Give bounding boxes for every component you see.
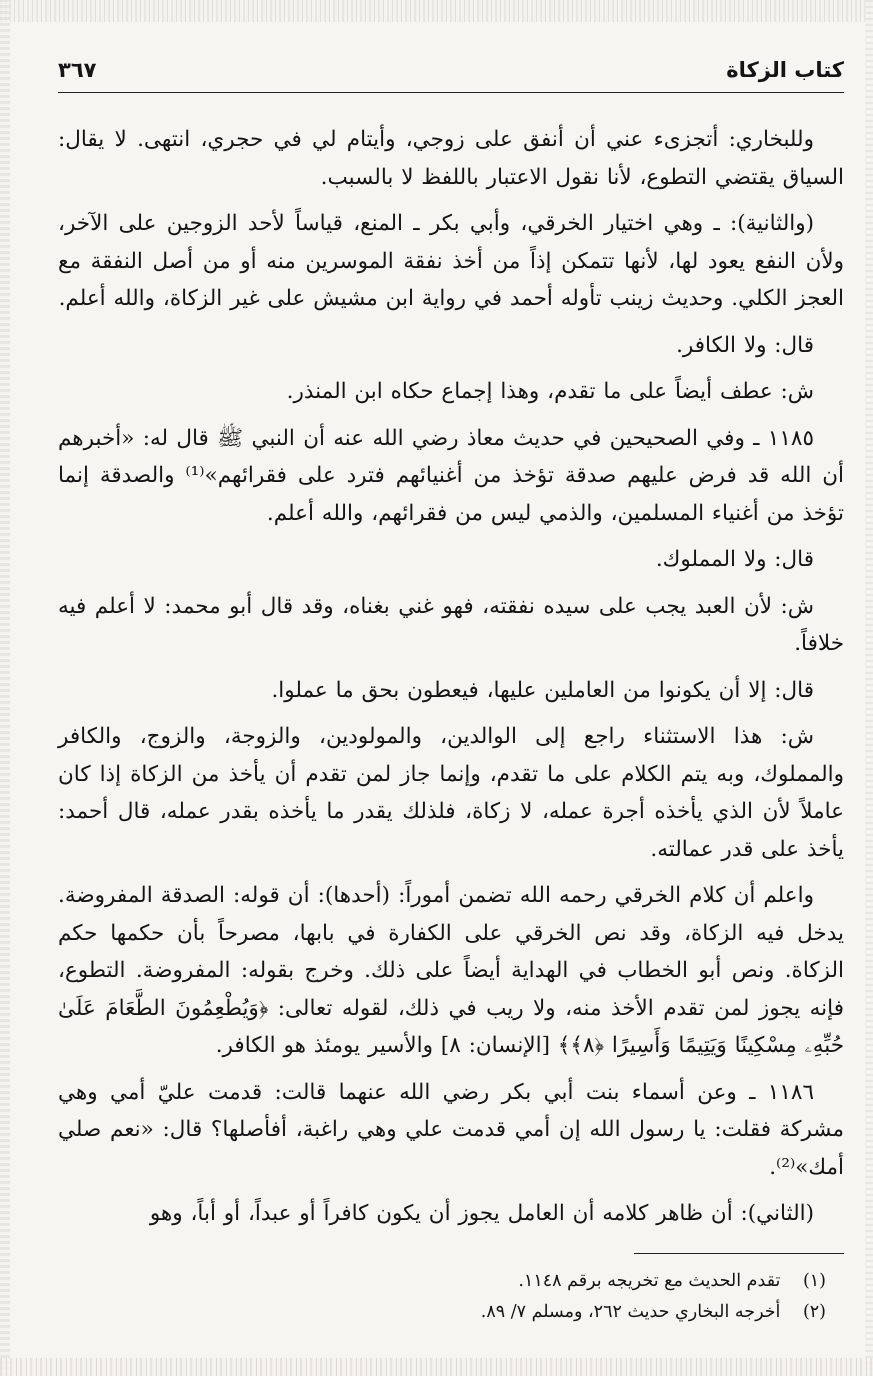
book-page: [58, 52, 844, 1352]
paragraph: قال: إلا أن يكونوا من العاملين عليها، فيعطون بحق ما عملوا.: [271, 677, 814, 703]
paragraph: (الثاني): أن ظاهر كلامه أن العامل يجوز أن يكون كافراً أو عبداً، أو أباً، وهو: [149, 1201, 814, 1226]
paragraph: وللبخاري: أتجزىء عني أن أنفق على زوجي، وأيتام لي في حجري، انتهى. لا يقال: السياق يقتضي التطوع، لأنا نقول الاعتبار باللفظ لا بالسبب.: [58, 127, 844, 190]
paragraph: ش: عطف أيضاً على ما تقدم، وهذا إجماع حكاه ابن المنذر.: [286, 379, 814, 404]
footnote-mark: (١): [802, 1271, 826, 1291]
body-text: [58, 121, 844, 1233]
scan-edge-top: [0, 0, 873, 22]
running-head: [58, 52, 844, 93]
scan-edge-bottom: [0, 1358, 873, 1376]
paragraph: ش: لأن العبد يجب على سيده نفقته، فهو غني بغناه، وقد قال أبو محمد: لا أعلم فيه خلافاً.: [58, 593, 844, 656]
paragraph: قال: ولا الكافر.: [676, 332, 814, 358]
paragraph: قال: ولا المملوك.: [655, 547, 814, 572]
running-title: كتاب الزكاة: [726, 58, 844, 82]
footnote-text: تقدم الحديث مع تخريجه برقم ١١٤٨.: [518, 1271, 781, 1291]
footnote: [58, 1266, 844, 1297]
scan-edge-right: [865, 0, 873, 1376]
footnote-rule: [634, 1253, 844, 1254]
paragraph: واعلم أن كلام الخرقي رحمه الله تضمن أموراً: (أحدها): أن قوله: الصدقة المفروضة. يدخل فيه الزكاة، وقد نص الخرقي على الكفارة في بابها، مصرحاً بأن حكمها حكم الزكاة. ونص أبو الخطاب في الهداية أيضاً على ذلك. وخرج بقوله: المفروضة. التطوع، فإنه يجوز لمن تقدم الأخذ منه، ولا ريب في ذلك، لقوله تعالى: ﴿وَيُطْعِمُونَ الطَّعَامَ عَلَىٰ حُبِّهِۦ مِسْكِينًا وَيَتِيمًا وَأَسِيرًا ﴿٨﴾﴾ [الإنسان: ٨] والأسير يومئذ هو الكافر.: [58, 883, 844, 1058]
footnote: [58, 1297, 844, 1328]
paragraph: ١١٨٥ ـ وفي الصحيحين في حديث معاذ رضي الله عنه أن النبي ﷺ قال له: «أخبرهم أن الله قد فرض عليهم صدقة تؤخذ من أغنيائهم فترد على فقرائهم»⁽¹⁾ والصدقة إنما تؤخذ من أغنياء المسلمين، والذمي ليس من فقرائهم، والله أعلم.: [58, 425, 845, 526]
scan-edge-left: [0, 0, 10, 1376]
paragraph: (والثانية): ـ وهي اختيار الخرقي، وأبي بكر ـ المنع، قياساً لأحد الزوجين على الآخر، ولأن النفع يعود لها، لأنها تتمكن إذاً من أخذ نفقة الموسرين منه أو من أصل النفقة مع العجز الكلي. وحديث زينب تأوله أحمد في رواية ابن مشيش على غير الزكاة، والله أعلم.: [58, 211, 844, 311]
footnote-mark: (٢): [802, 1302, 826, 1322]
paragraph: ش: هذا الاستثناء راجع إلى الوالدين، والمولودين، والزوجة، والزوج، والكافر والمملوك، وبه يتم الكلام على ما تقدم، وإنما جاز لمن تقدم أن يأخذ من الزكاة إذا كان عاملاً لأن الذي يأخذه أجرة عمله، لا زكاة، فلذلك يقدر ما يأخذه بقدر عمله، قال أحمد: يأخذ على قدر عمالته.: [58, 724, 844, 862]
footnote-text: أخرجه البخاري حديث ٢٦٢، ومسلم ٧/ ٨٩.: [480, 1302, 781, 1322]
paragraph: ١١٨٦ ـ وعن أسماء بنت أبي بكر رضي الله عنهما قالت: قدمت عليّ أمي وهي مشركة فقلت: يا رسول الله إن أمي قدمت علي وهي راغبة، أفأصلها؟ قال: «نعم صلي أمك»⁽²⁾.: [58, 1079, 844, 1180]
footnotes: [58, 1253, 844, 1328]
page-number: ٣٦٧: [58, 58, 97, 82]
